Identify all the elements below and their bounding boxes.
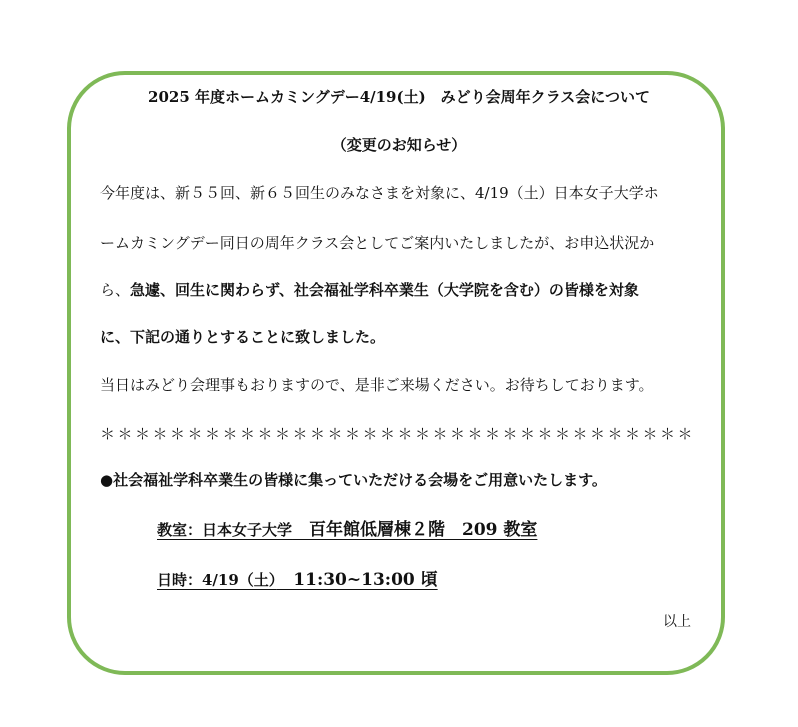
datetime-info: [157, 565, 438, 590]
asterisk-separator: ＊＊＊＊＊＊＊＊＊＊＊＊＊＊＊＊＊＊＊＊＊＊＊＊＊＊＊＊＊＊＊＊＊＊: [100, 425, 696, 443]
paragraph-line-3: [100, 279, 639, 300]
notice-title: 2025 年度ホームカミングデー4/19(土) みどり会周年クラス会について: [148, 88, 650, 106]
venue-value: 百年館低層棟２階 209 教室: [292, 520, 538, 540]
paragraph-line-3-emphasis: 急遽、回生に関わらず、社会福祉学科卒業生（大学院を含む）の皆様を対象: [130, 281, 639, 299]
datetime-value: 11:30~13:00 頃: [276, 570, 438, 590]
venue-info: [157, 515, 537, 540]
paragraph-line-4: に、下記の通りとすることに致しました。: [100, 328, 386, 346]
venue-label: 教室：日本女子大学: [157, 521, 293, 539]
notice-subtitle: （変更のお知らせ）: [331, 136, 467, 154]
datetime-label: 日時：4/19（土）: [157, 571, 277, 589]
paragraph-line-1: 今年度は、新５５回、新６５回生のみなさまを対象に、4/19（土）日本女子大学ホ: [100, 184, 659, 202]
venue-announcement: ●社会福祉学科卒業生の皆様に集っていただける会場をご用意いたします。: [100, 471, 607, 489]
paragraph-line-2: ームカミングデー同日の周年クラス会としてご案内いたしましたが、お申込状況か: [100, 234, 655, 252]
paragraph-line-3-start: ら、: [100, 281, 131, 299]
paragraph-line-5: 当日はみどり会理事もおりますので、是非ご来場ください。お待ちしております。: [100, 376, 654, 394]
closing-text: 以上: [663, 614, 691, 630]
